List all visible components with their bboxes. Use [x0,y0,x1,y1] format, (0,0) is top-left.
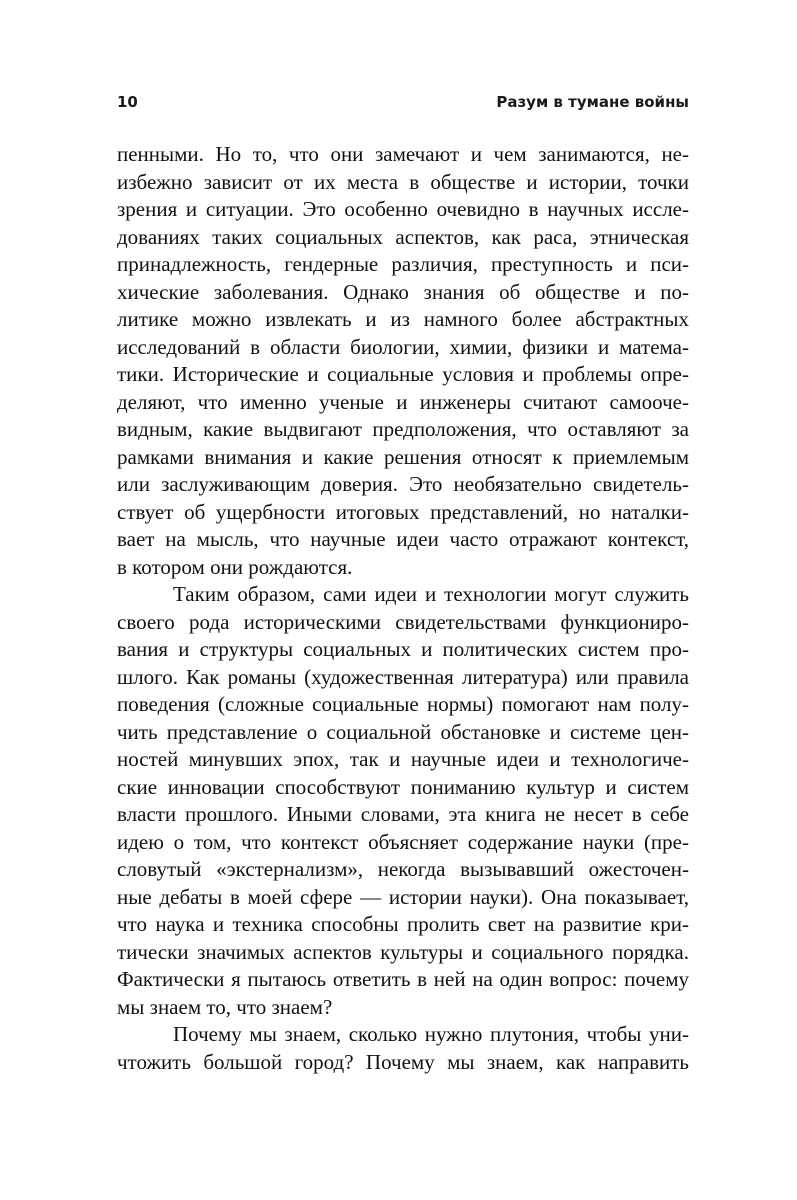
text-line: Почему мы знаем, сколько нужно плутония, чтобы уни- [173,1022,689,1046]
paragraph-2 [117,581,689,1021]
text-line: видным, какие выдвигают предположения, что оставляют за [117,417,689,441]
text-line: исследований в области биологии, химии, физики и матема- [117,334,689,359]
text-line: вает на мысль, что научные идеи часто отражают контекст, [117,527,689,551]
text-line: ские инновации способствуют пониманию культур и систем [117,774,689,799]
text-line: поведения (сложные социальные нормы) помогают нам полу- [117,692,689,716]
text-line: литике можно извлекать и из намного более абстрактных [117,307,689,331]
text-line: тически значимых аспектов культуры и социального порядка. [117,939,689,964]
body-text [117,141,689,1076]
text-line: зрения и ситуации. Это особенно очевидно в научных иссле- [117,197,689,221]
text-line: в котором они рождаются. [117,554,353,579]
text-line: шлого. Как романы (художественная литература) или правила [117,664,689,689]
text-line: принадлежность, гендерные различия, преступность и пси- [117,252,689,276]
text-line: хические заболевания. Однако знания об обществе и по- [117,279,689,304]
text-line: Таким образом, сами идеи и технологии могут служить [173,582,689,606]
text-line: идею о том, что контекст объясняет содержание науки (пре- [117,829,689,854]
text-line: деляют, что именно ученые и инженеры считают самооче- [117,389,689,414]
text-line: ные дебаты в моей сфере — истории науки). Она показывает, [117,884,689,909]
text-line: пенными. Но то, что они замечают и чем занимаются, не- [117,142,689,166]
text-line: вания и структуры социальных и политических систем про- [117,637,689,661]
text-line: тики. Исторические и социальные условия и проблемы опре- [117,362,689,386]
text-line: мы знаем то, что знаем? [117,994,333,1019]
running-title: Разум в тумане войны [496,93,689,111]
text-line: или заслуживающим доверия. Это необязательно свидетель- [117,472,689,496]
text-line: Фактически я пытаюсь ответить в ней на один вопрос: почему [117,967,689,991]
text-line: власти прошлого. Иными словами, эта книга не несет в себе [117,802,689,826]
text-line: ствует об ущербности итоговых представлений, но наталки- [117,499,689,524]
text-line: рамками внимания и какие решения относят к приемлемым [117,444,689,469]
text-line: своего рода историческими свидетельствами функциониро- [117,609,689,634]
text-line: ностей минувших эпох, так и научные идеи и технологиче- [117,747,689,771]
text-line: дованиях таких социальных аспектов, как раса, этническая [117,224,689,249]
text-line: чить представление о социальной обстановке и системе цен- [117,719,689,744]
text-line: словутый «экстернализм», некогда вызывавший ожесточен- [117,857,689,881]
text-line: чтожить большой город? Почему мы знаем, как направить [117,1049,689,1074]
text-line: избежно зависит от их места в обществе и истории, точки [117,169,689,194]
page-number: 10 [117,93,138,111]
text-line: что наука и техника способны пролить свет на развитие кри- [117,912,689,936]
paragraph-3 [117,1021,689,1076]
paragraph-1 [117,141,689,581]
running-head [117,93,689,117]
